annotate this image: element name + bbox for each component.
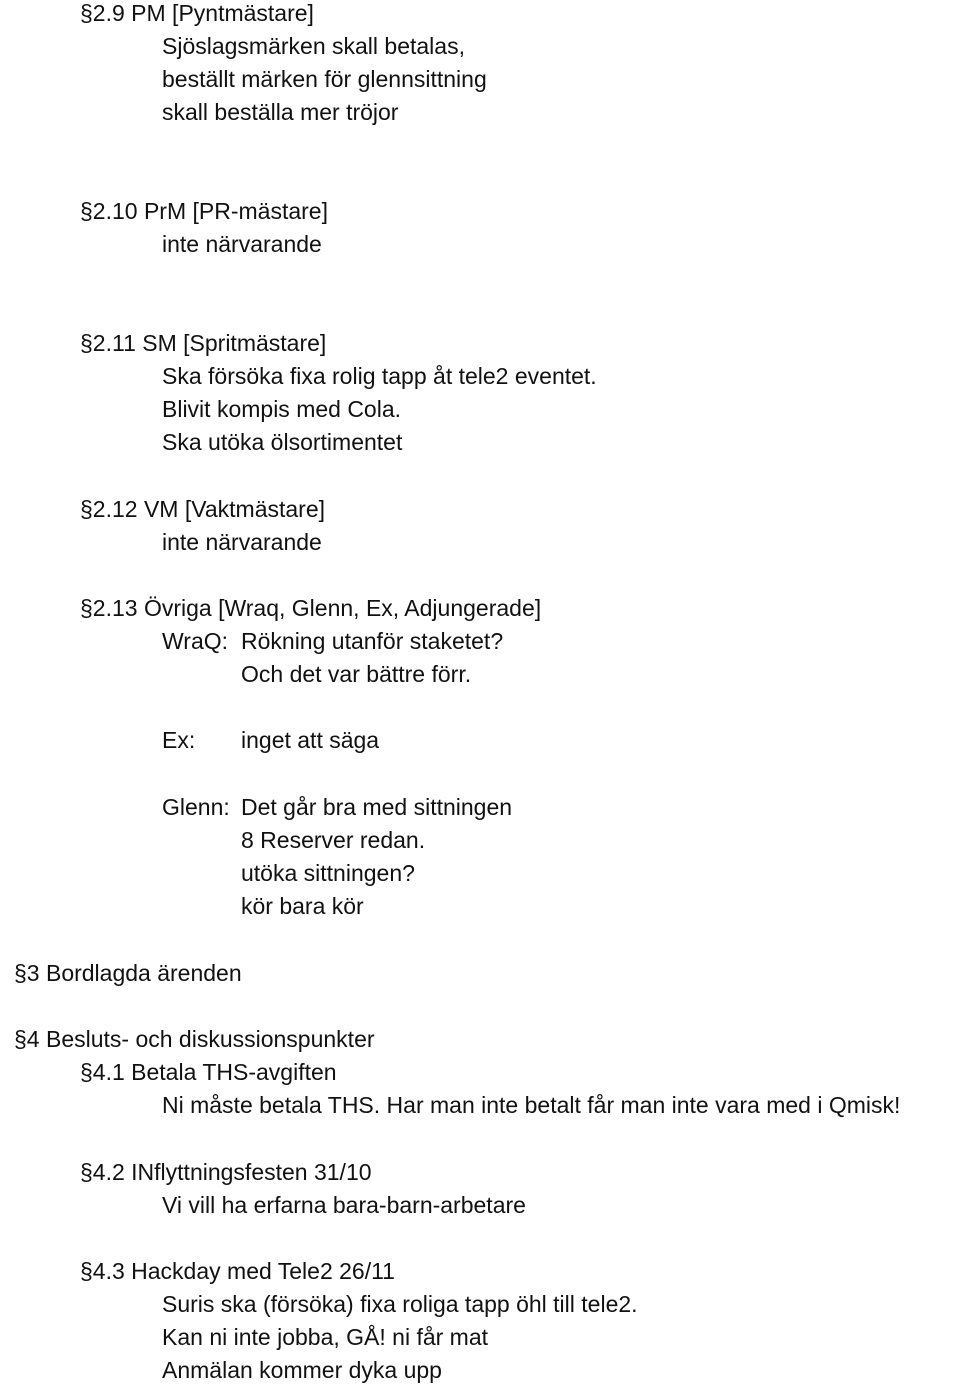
heading-4-1: § 4.1 Betala THS-avgiften — [80, 1056, 337, 1089]
heading-2-9: § 2.9 PM [Pyntmästare] — [80, 0, 314, 30]
item-text: Ska försöka fixa rolig tapp åt tele2 eventet. — [162, 363, 597, 389]
item-text: inte närvarande — [162, 529, 322, 555]
item-text: utöka sittningen? — [241, 860, 415, 886]
heading-2-12: § 2.12 VM [Vaktmästare] — [80, 493, 325, 526]
item-text: Det går bra med sittningen — [241, 794, 513, 820]
heading-4: § 4 Besluts- och diskussionspunkter — [14, 1023, 375, 1056]
item-text: Ni måste betala THS. Har man inte betalt får man inte vara med i Qmisk! — [162, 1092, 901, 1118]
item-text: Och det var bättre förr. — [241, 661, 472, 687]
item-text: Blivit kompis med Cola. — [162, 396, 402, 422]
item-text: 8 Reserver redan. — [241, 827, 426, 853]
item-text: beställt märken för glennsittning — [162, 66, 487, 92]
heading-2-11: § 2.11 SM [Spritmästare] — [80, 327, 326, 360]
item-text: inte närvarande — [162, 231, 322, 257]
heading-2-10: § 2.10 PrM [PR-mästare] — [80, 195, 328, 228]
speaker-label-glenn: Glenn: — [162, 794, 230, 820]
speaker-label-wraq: WraQ: — [162, 628, 229, 654]
item-text: Suris ska (försöka) fixa roliga tapp öhl till tele2. — [162, 1291, 638, 1317]
item-text: inget att säga — [241, 727, 380, 753]
speaker-label-ex: Ex: — [162, 727, 196, 753]
heading-2-13: § 2.13 Övriga [Wraq, Glenn, Ex, Adjungerade] — [80, 592, 541, 625]
heading-3: § 3 Bordlagda ärenden — [14, 957, 242, 990]
item-text: Anmälan kommer dyka upp — [162, 1357, 442, 1383]
item-text: kör bara kör — [241, 893, 364, 919]
heading-4-2: § 4.2 INflyttningsfesten 31/10 — [80, 1156, 372, 1189]
item-text: Vi vill ha erfarna bara-barn-arbetare — [162, 1192, 526, 1218]
item-text: skall beställa mer tröjor — [162, 99, 399, 125]
item-text: Ska utöka ölsortimentet — [162, 429, 403, 455]
item-text: Sjöslagsmärken skall betalas, — [162, 33, 465, 59]
item-text: Rökning utanför staketet? — [241, 628, 504, 654]
item-text: Kan ni inte jobba, GÅ! ni får mat — [162, 1324, 489, 1350]
heading-4-3: § 4.3 Hackday med Tele2 26/11 — [80, 1255, 395, 1288]
